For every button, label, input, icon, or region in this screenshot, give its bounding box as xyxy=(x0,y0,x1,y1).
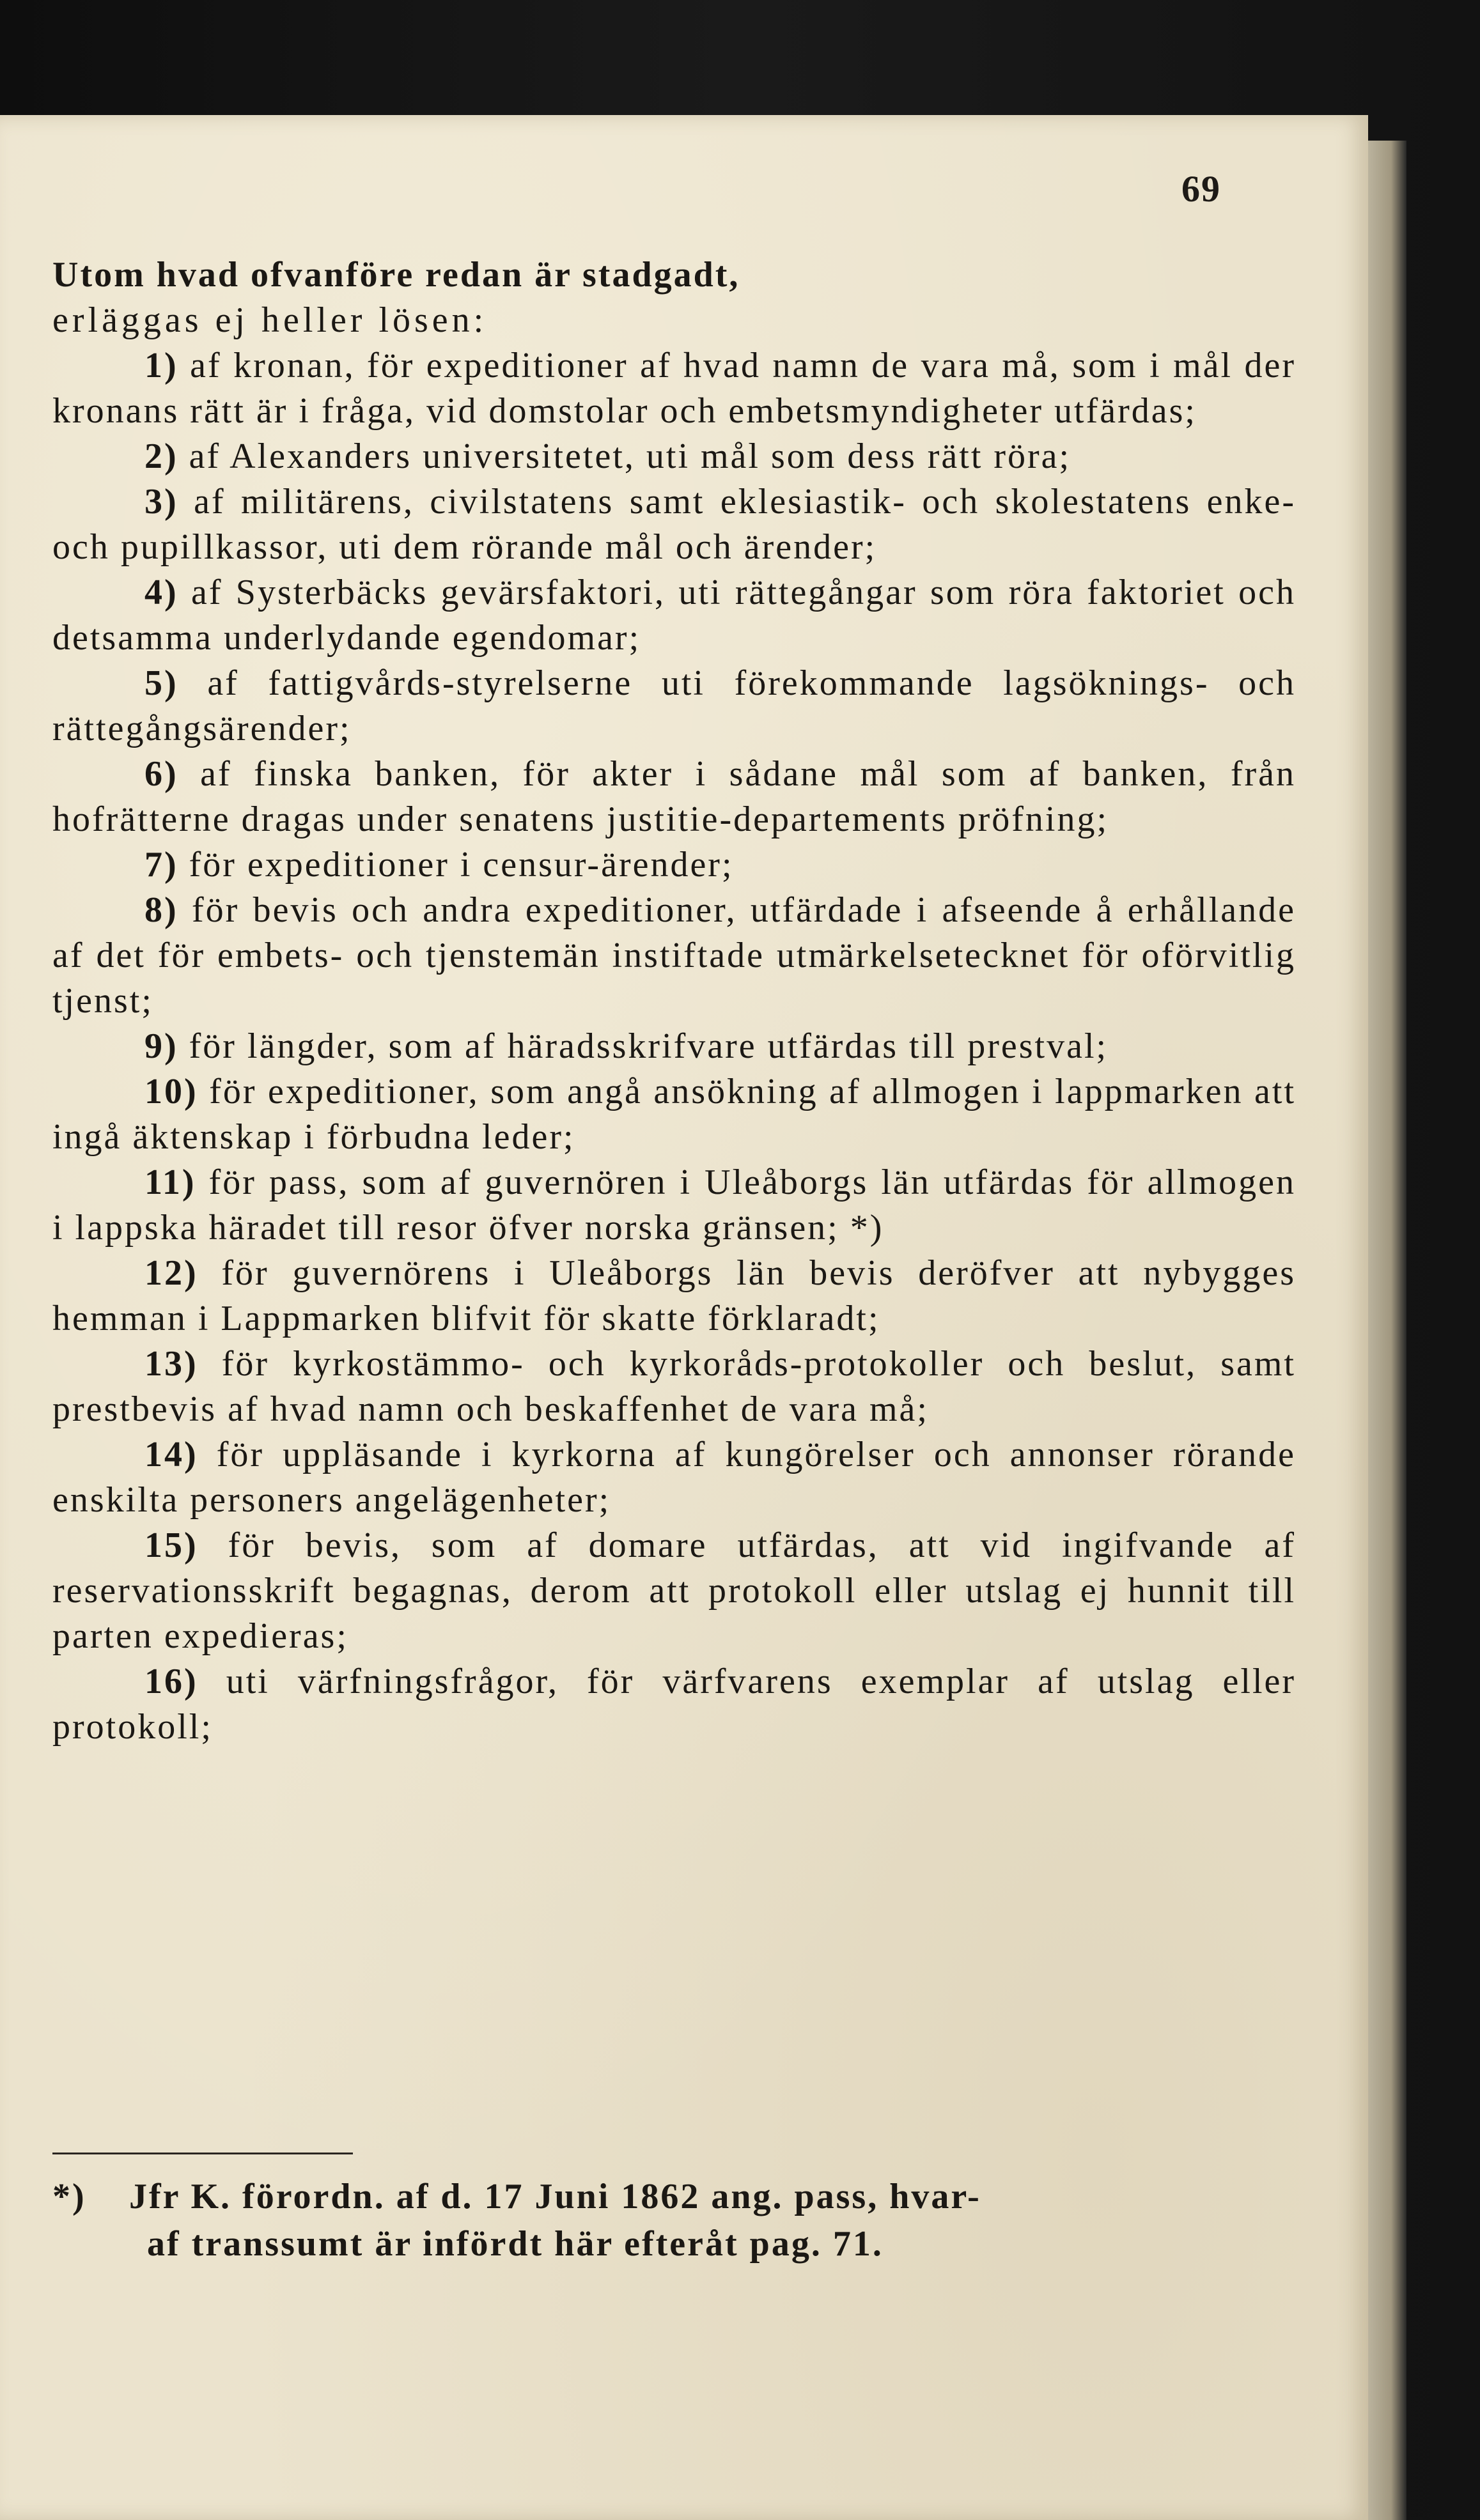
item-text: af Systerbäcks gevärsfaktori, uti rättegångar som röra faktoriet och detsamma underlydande egendomar; xyxy=(52,573,1296,658)
item-text: för kyrkostämmo- och kyrkoråds-protokoller och beslut, samt prestbevis af hvad namn och beskaffenhet de vara må; xyxy=(52,1344,1296,1429)
list-item xyxy=(52,752,1296,842)
footnote-line-2: af transsumt är infördt här efteråt pag. 71. xyxy=(147,2224,884,2264)
item-number: 14) xyxy=(144,1435,198,1474)
item-number: 3) xyxy=(144,482,178,522)
item-text: af Alexanders universitetet, uti mål som dess rätt röra; xyxy=(189,437,1071,476)
list-item xyxy=(52,1523,1296,1659)
list-item xyxy=(52,1659,1296,1750)
item-number: 11) xyxy=(144,1163,196,1202)
item-number: 1) xyxy=(144,346,178,385)
footnote-divider xyxy=(52,2153,353,2154)
item-number: 6) xyxy=(144,754,178,794)
item-text: af kronan, för expeditioner af hvad namn de vara må, som i mål der kronans rätt är i fråga, vid domstolar och embetsmyndigheter utfärdas; xyxy=(52,346,1297,431)
list-item xyxy=(52,434,1296,479)
item-number: 7) xyxy=(144,845,178,885)
item-number: 10) xyxy=(144,1072,198,1111)
item-number: 8) xyxy=(144,890,178,930)
item-number: 13) xyxy=(144,1344,198,1384)
item-text: för bevis och andra expeditioner, utfärdade i afseende å erhållande af det för embets- och tjenstemän instiftade utmärkelsetecknet för oförvitlig tjenst; xyxy=(52,890,1296,1021)
body-text xyxy=(52,252,1296,1750)
list-item xyxy=(52,1432,1296,1523)
item-text: för bevis, som af domare utfärdas, att vid ingifvande af reservationsskrift begagnas, derom att protokoll eller utslag ej hunnit till parten expedieras; xyxy=(52,1526,1296,1656)
intro-line-1: Utom hvad ofvanföre redan är stadgadt, xyxy=(52,255,740,295)
item-text: för längder, som af häradsskrifvare utfärdas till prestval; xyxy=(189,1026,1109,1066)
item-number: 4) xyxy=(144,573,178,612)
item-text: af fattigvårds-styrelserne uti förekommande lagsöknings- och rättegångsärender; xyxy=(52,663,1297,748)
list-item xyxy=(52,888,1296,1024)
item-text: af finska banken, för akter i sådane mål som af banken, från hofrätterne dragas under senatens justitie-departements pröfning; xyxy=(52,754,1296,839)
item-text: för expeditioner i censur-ärender; xyxy=(189,845,734,885)
item-text: af militärens, civilstatens samt eklesiastik- och skolestatens enke- och pupillkassor, uti dem rörande mål och ärender; xyxy=(52,482,1297,567)
page-edge xyxy=(1368,141,1406,2520)
item-number: 16) xyxy=(144,1662,198,1701)
footnote-marker: *) xyxy=(52,2177,86,2216)
list-item xyxy=(52,661,1296,752)
item-number: 12) xyxy=(144,1253,198,1293)
list-item xyxy=(52,1251,1296,1341)
intro-paragraph xyxy=(52,252,1296,343)
list-item xyxy=(52,1069,1296,1160)
page-number: 69 xyxy=(1181,168,1221,210)
list-item xyxy=(52,479,1296,570)
list-item xyxy=(52,1024,1296,1069)
footnote-line-1: Jfr K. förordn. af d. 17 Juni 1862 ang. pass, hvar- xyxy=(129,2177,981,2216)
item-text: för expeditioner, som angå ansökning af allmogen i lappmarken att ingå äktenskap i förbudna leder; xyxy=(52,1072,1297,1157)
item-number: 2) xyxy=(144,437,178,476)
list-item xyxy=(52,343,1296,434)
item-number: 5) xyxy=(144,663,178,703)
item-text: uti värfningsfrågor, för värfvarens exemplar af utslag eller protokoll; xyxy=(52,1662,1297,1747)
item-text: för uppläsande i kyrkorna af kungörelser och annonser rörande enskilta personers angelägenheter; xyxy=(52,1435,1296,1520)
item-text: för guvernörens i Uleåborgs län bevis deröfver att nybygges hemman i Lappmarken blifvit för skatte förklaradt; xyxy=(52,1253,1297,1338)
list-item xyxy=(52,570,1296,661)
item-text: för pass, som af guvernören i Uleåborgs län utfärdas för allmogen i lappska häradet till resor öfver norska gränsen; *) xyxy=(52,1163,1296,1248)
item-number: 9) xyxy=(144,1026,178,1066)
list-item xyxy=(52,1341,1296,1432)
intro-line-2: erläggas ej heller lösen: xyxy=(52,300,488,340)
list-item xyxy=(52,842,1296,888)
footnote xyxy=(52,2173,1296,2268)
item-number: 15) xyxy=(144,1526,198,1565)
list-item xyxy=(52,1160,1296,1251)
